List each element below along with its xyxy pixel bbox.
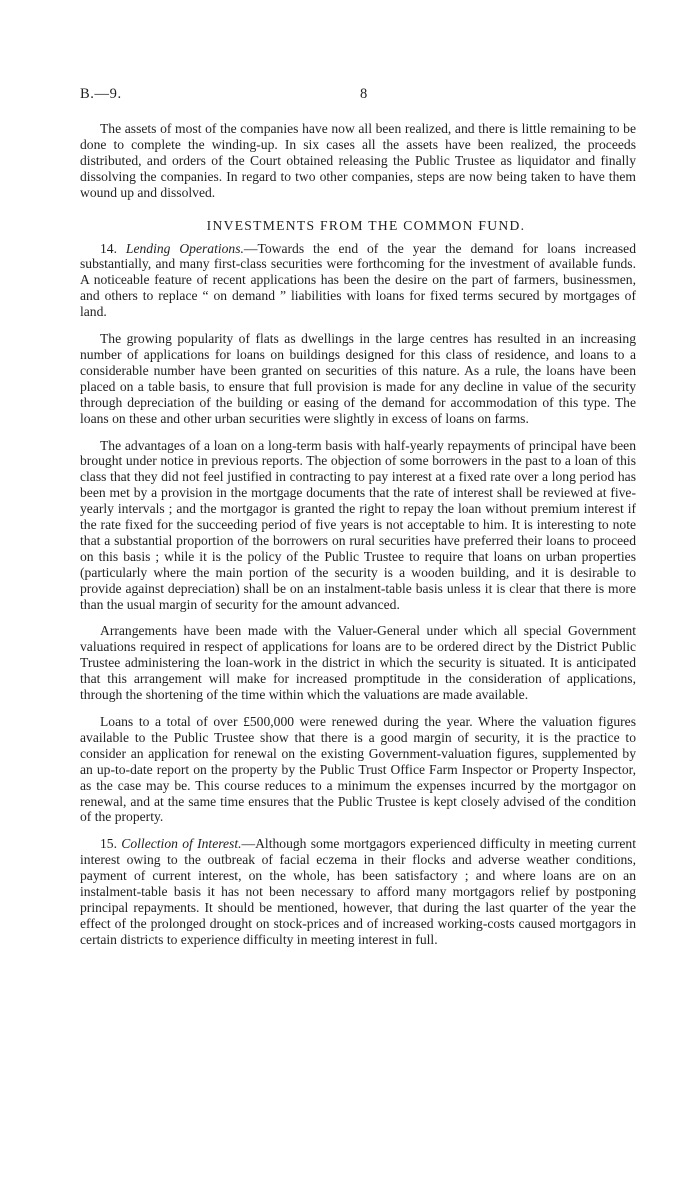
advantages-paragraph: The advantages of a loan on a long-term basis with half-yearly repayments of principal have been brought under notice in previous reports. The objection of some borrowers in the past to a loan of this class that they did not feel justified in contracting to pay interest at a fixed rate over a long period has been met by a provision in the mortgage documents that the rate of interest shall be reviewed at five-yearly intervals ; and the mortgagor is granted the right to repay the loan without premium interest if the rate fixed for the succeeding period of five years is not acceptable to him. It is interesting to note that a substantial proportion of the borrowers on rural securities have preferred their loans to proceed on this basis ; while it is the policy of the Public Trustee to require that loans on urban properties (particularly where the main portion of the security is a wooden building, and it is desirable to provide against depreciation) shall be on an instalment-table basis unless it is clear that there is more than the usual margin of security for the amount advanced. bbox=[80, 437, 636, 612]
paragraph-15-number: 15. bbox=[100, 836, 117, 852]
paragraph-15-lead: Collection of Interest. bbox=[121, 836, 242, 852]
renewals-paragraph: Loans to a total of over £500,000 were renewed during the year. Where the valuation figures available to the Public Trustee show that there is a good margin of security, it is the practice to consider an application for renewal on the existing Government-valuation figures, supplemented by an up-to-date report on the property by the Public Trust Office Farm Inspector or Property Inspector, as the case may be. This course reduces to a minimum the expenses incurred by the mortgagor on renewal, and at the same time ensures that the Public Trustee is kept closely advised of the condition of the property. bbox=[80, 714, 636, 825]
paragraph-14 bbox=[80, 241, 636, 321]
paragraph-15-text: —Although some mortgagors experienced difficulty in meeting current interest owing to the outbreak of facial eczema in their flocks and adverse weather conditions, payment of current interest, on the whole, has been satisfactory ; and where loans are on an instalment-table basis it has not been necessary to afford many mortgagors relief by postponing principal repayments. It should be mentioned, however, that during the last quarter of the year the effect of the prolonged drought on stock-prices and of increased working-costs caused mortgagors in certain districts to experience difficulty in meeting interest in full. bbox=[80, 836, 636, 947]
paragraph-14-lead: Lending Operations. bbox=[125, 240, 244, 256]
page-header bbox=[80, 86, 636, 108]
intro-paragraph: The assets of most of the companies have now all been realized, and there is little remaining to be done to complete the winding-up. In six cases all the assets have been realized, the proceeds distributed, and orders of the Court obtained releasing the Public Trustee as liquidator and finally dissolving the companies. In regard to two other companies, steps are now being taken to have them wound up and dissolved. bbox=[80, 121, 636, 200]
paragraph-14-text: —Towards the end of the year the demand for loans increased substantially, and many first-class securities were forthcoming for the investment of available funds. A noticeable feature of recent applications has been the desire on the part of farmers, businessmen, and others to replace “ on demand ” liabilities with loans for fixed terms secured by mortgages of land. bbox=[80, 240, 636, 320]
report-reference: B.—9. bbox=[80, 86, 122, 102]
flats-paragraph: The growing popularity of flats as dwellings in the large centres has resulted in an increasing number of applications for loans on buildings designed for this class of residence, and loans to a considerable number have been granted on securities of this nature. As a rule, the loans have been placed on a table basis, to ensure that full provision is made for any decline in value of the security through depreciation of the building or easing of the demand for accommodation of this type. The loans on these and other urban securities were slightly in excess of loans on farms. bbox=[80, 331, 636, 426]
paragraph-14-number: 14. bbox=[100, 240, 117, 256]
paragraph-15 bbox=[80, 836, 636, 947]
document-page bbox=[80, 86, 636, 948]
section-heading: INVESTMENTS FROM THE COMMON FUND. bbox=[206, 217, 526, 233]
page-number: 8 bbox=[360, 86, 368, 102]
arrangements-paragraph: Arrangements have been made with the Valuer-General under which all special Government valuations required in respect of applications for loans are to be ordered direct by the District Public Trustee administering the loan-work in the district in which the security is situated. It is anticipated that this arrangement will make for increased promptitude in the consideration of applications, through the shortening of the time within which the valuations are made available. bbox=[80, 623, 636, 703]
